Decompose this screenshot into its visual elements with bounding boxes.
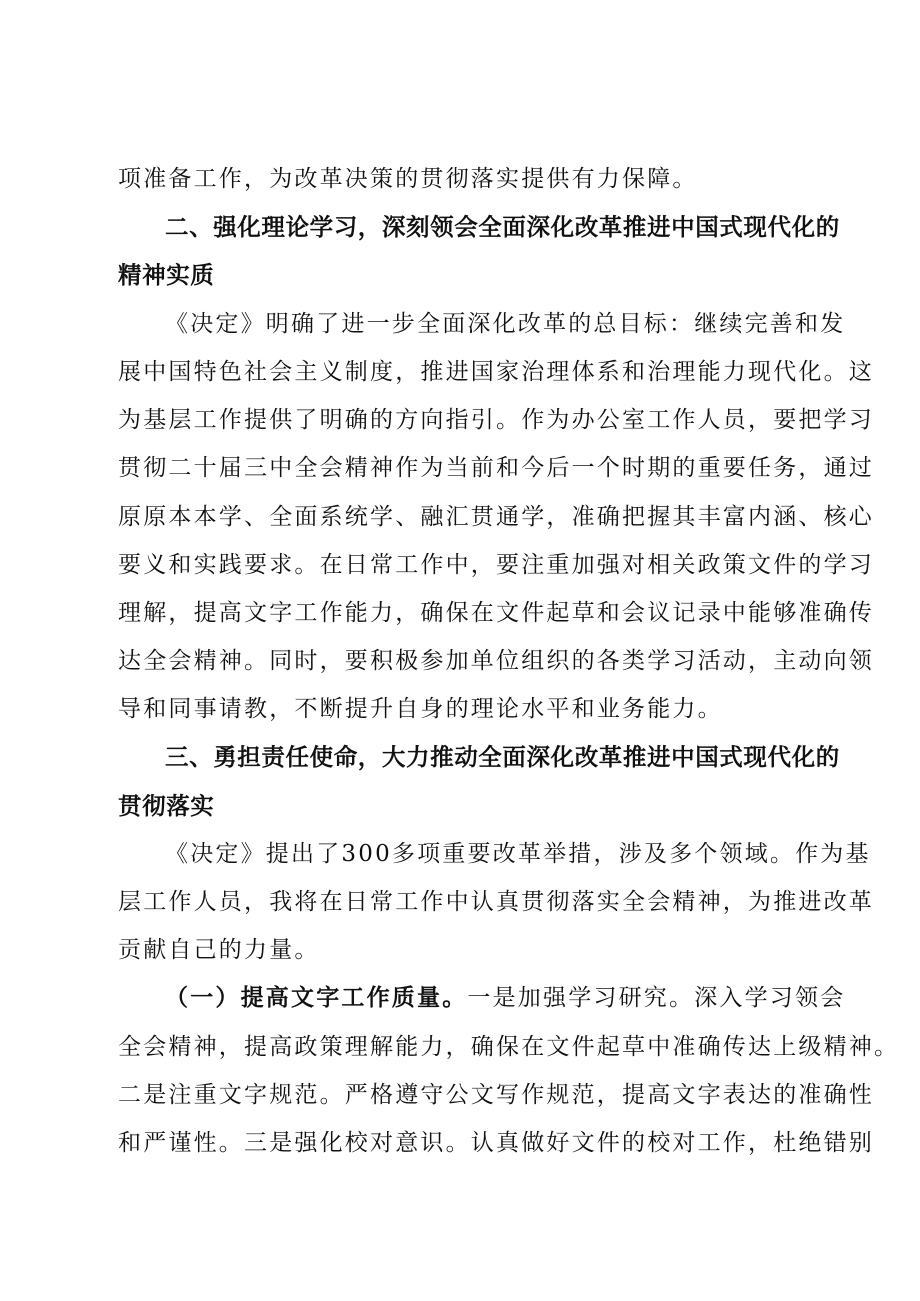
section-heading-3-line1: 三、勇担责任使命，大力推动全面深化改革推进中国式现代化的 bbox=[165, 743, 840, 771]
section-heading-2-line1: 二、强化理论学习，深刻领会全面深化改革推进中国式现代化的 bbox=[165, 213, 840, 241]
subsection-title: （一）提高文字工作质量。 bbox=[165, 984, 468, 1011]
paragraph-line: 展中国特色社会主义制度，推进国家治理体系和治理能力现代化。这 bbox=[118, 359, 874, 385]
section-heading-2-line2: 精神实质 bbox=[118, 261, 215, 289]
subsection-text: 一是加强学习研究。深入学习领会 bbox=[467, 985, 846, 1011]
section-heading-3-line2: 贯彻落实 bbox=[118, 792, 215, 820]
paragraph-line: 《决定》提出了300多项重要改革举措，涉及多个领域。作为基 bbox=[165, 841, 871, 867]
paragraph-line: 理解，提高文字工作能力，确保在文件起草和会议记录中能够准确传 bbox=[118, 600, 874, 626]
paragraph-line: 项准备工作，为改革决策的贯彻落实提供有力保障。 bbox=[118, 166, 698, 192]
paragraph-line: 导和同事请教，不断提升自身的理论水平和业务能力。 bbox=[118, 696, 723, 722]
paragraph-line: 全会精神，提高政策理解能力，确保在文件起草中准确传达上级精神。 bbox=[118, 1034, 900, 1060]
paragraph-line: 层工作人员，我将在日常工作中认真贯彻落实全会精神，为推进改革 bbox=[118, 889, 874, 915]
paragraph-line: 贯彻二十届三中全会精神作为当前和今后一个时期的重要任务，通过 bbox=[118, 455, 874, 481]
paragraph-line: 贡献自己的力量。 bbox=[118, 937, 320, 963]
paragraph-line: 原原本本学、全面系统学、融汇贯通学，准确把握其丰富内涵、核心 bbox=[118, 504, 874, 530]
paragraph-line: 为基层工作提供了明确的方向指引。作为办公室工作人员，要把学习 bbox=[118, 407, 874, 433]
subsection-line bbox=[165, 982, 865, 1014]
paragraph-line: 要义和实践要求。在日常工作中，要注重加强对相关政策文件的学习 bbox=[118, 552, 874, 578]
paragraph-line: 和严谨性。三是强化校对意识。认真做好文件的校对工作，杜绝错别 bbox=[118, 1130, 874, 1156]
paragraph-line: 二是注重文字规范。严格遵守公文写作规范，提高文字表达的准确性 bbox=[118, 1082, 874, 1108]
paragraph-line: 达全会精神。同时，要积极参加单位组织的各类学习活动，主动向领 bbox=[118, 648, 874, 674]
paragraph-line: 《决定》明确了进一步全面深化改革的总目标：继续完善和发 bbox=[165, 311, 846, 337]
